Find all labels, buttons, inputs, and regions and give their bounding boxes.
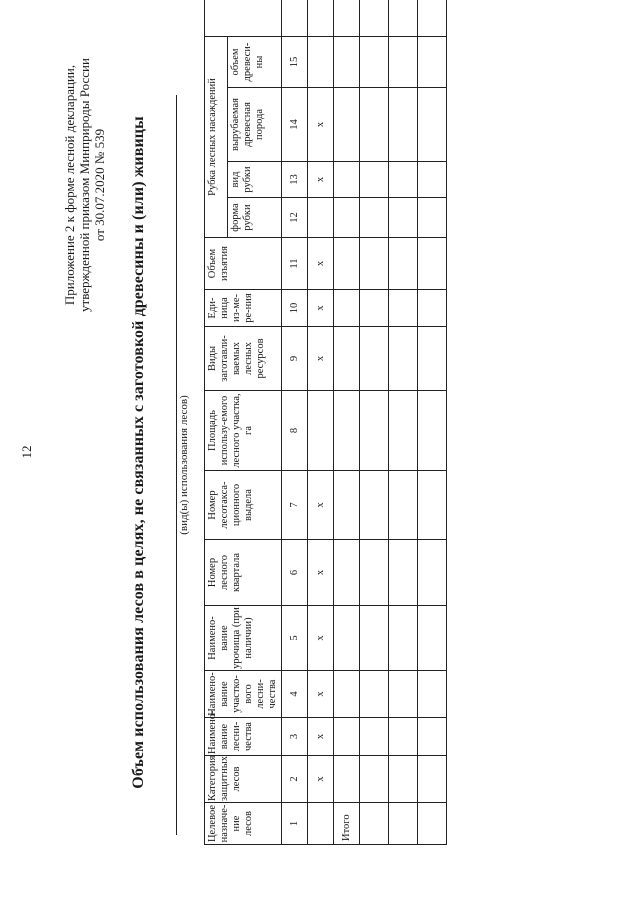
appendix-line-1: Приложение 2 к форме лесной декларации, <box>62 64 77 306</box>
table-cell: х <box>308 756 334 803</box>
table-cell <box>334 198 360 238</box>
table-cell <box>334 37 360 88</box>
table-cell: х <box>308 540 334 606</box>
header-felling-group: Рубка лесных насаждений <box>205 37 228 238</box>
table-cell <box>334 162 360 198</box>
column-number: 6 <box>282 540 308 606</box>
header-blank-column <box>205 0 282 37</box>
appendix-line-3: от 30.07.2020 № 539 <box>92 128 107 242</box>
empty-row <box>360 0 389 845</box>
table-cell <box>282 0 308 37</box>
header-quarter: Номер лесного квартала <box>205 540 282 606</box>
header-felling-form: форма рубки <box>227 198 281 238</box>
column-number-row <box>282 0 308 845</box>
column-number: 7 <box>282 471 308 540</box>
table-cell <box>308 391 334 471</box>
table-cell: х <box>308 88 334 162</box>
column-number: 9 <box>282 327 308 391</box>
header-felling-type: вид рубки <box>227 162 281 198</box>
table-cell <box>334 756 360 803</box>
column-number: 8 <box>282 391 308 471</box>
appendix-note <box>62 35 107 335</box>
table-cell: х <box>308 162 334 198</box>
forest-use-caption: (вид(ы) использования лесов) <box>178 395 190 535</box>
column-number: 14 <box>282 88 308 162</box>
header-row-1 <box>205 0 228 845</box>
table-cell <box>308 37 334 88</box>
forest-use-table <box>204 0 447 845</box>
header-district-forestry: Наимено-вание участко-вого лесни-чества <box>205 671 282 718</box>
column-number: 11 <box>282 238 308 290</box>
column-number: 10 <box>282 290 308 327</box>
table-row <box>308 0 334 845</box>
table-cell <box>334 0 360 37</box>
header-unit: Еди-ница из-ме-ре-ния <box>205 290 282 327</box>
column-number: 2 <box>282 756 308 803</box>
table-cell: х <box>308 606 334 671</box>
table-cell <box>334 290 360 327</box>
column-number: 13 <box>282 162 308 198</box>
table-cell <box>334 327 360 391</box>
column-number: 1 <box>282 803 308 845</box>
appendix-line-2: утвержденной приказом Минприроды России <box>77 58 92 312</box>
table-cell: х <box>308 671 334 718</box>
column-number: 15 <box>282 37 308 88</box>
header-volume: Объем изъятия <box>205 238 282 290</box>
table-cell <box>334 606 360 671</box>
header-protective-category: Категория защитных лесов <box>205 756 282 803</box>
table-cell: х <box>308 718 334 756</box>
table-cell: х <box>308 238 334 290</box>
table-cell <box>334 471 360 540</box>
page-number: 12 <box>19 445 34 459</box>
table-cell: х <box>308 290 334 327</box>
table-cell: х <box>308 471 334 540</box>
table-cell <box>334 238 360 290</box>
header-wood-volume: объем древеси-ны <box>227 37 281 88</box>
column-number: 3 <box>282 718 308 756</box>
empty-row <box>389 0 418 845</box>
table-cell <box>308 198 334 238</box>
table-cell <box>334 718 360 756</box>
column-number: 12 <box>282 198 308 238</box>
column-number: 5 <box>282 606 308 671</box>
table-cell: х <box>308 327 334 391</box>
table-cell <box>308 803 334 845</box>
table-cell <box>334 88 360 162</box>
total-label: Итого <box>334 803 360 845</box>
table-cell <box>308 0 334 37</box>
header-purpose: Целевое назначе-ние лесов <box>205 803 282 845</box>
header-resource-types: Виды заготавли-ваемых лесных ресурсов <box>205 327 282 391</box>
header-area: Площадь использу-емого лесного участка, га <box>205 391 282 471</box>
total-row <box>334 0 360 845</box>
header-forestry: Наимено-вание лесни-чества <box>205 718 282 756</box>
header-tree-species: вырубаемая древесная порода <box>227 88 281 162</box>
empty-row <box>418 0 447 845</box>
table-cell <box>334 391 360 471</box>
document-title: Объем использования лесов в целях, не связанных с заготовкой древесины и (или) живицы <box>130 116 147 789</box>
table-cell <box>334 540 360 606</box>
forest-use-underline <box>176 95 177 835</box>
column-number: 4 <box>282 671 308 718</box>
header-stand: Номер лесотакса-ционного выдела <box>205 471 282 540</box>
table-cell <box>334 671 360 718</box>
header-tract: Наимено-вание урочища (при наличии) <box>205 606 282 671</box>
